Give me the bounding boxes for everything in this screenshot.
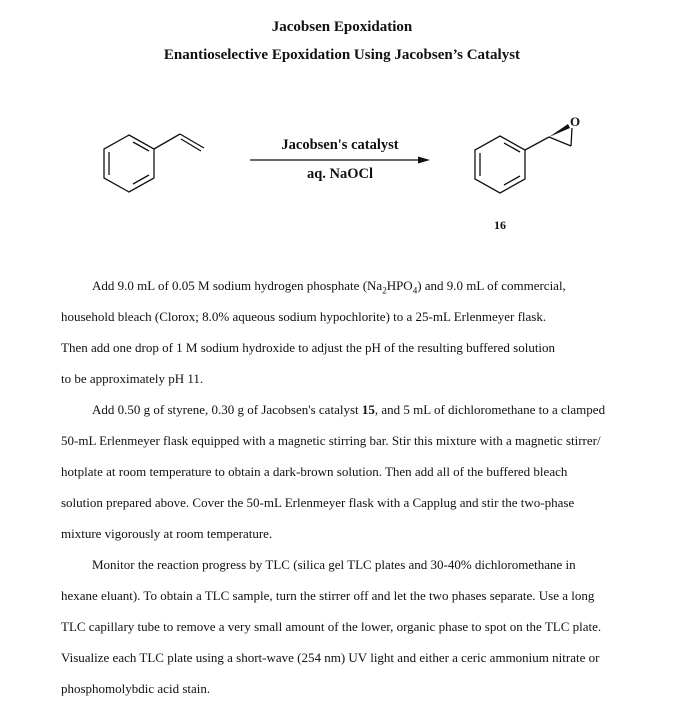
text-line: 50-mL Erlenmeyer flask equipped with a magnetic stirring bar. Stir this mixture with a magnetic stirrer/ [61,433,601,448]
epoxide-oxygen-label: O [570,114,581,129]
subscript: 2 [382,285,387,296]
paragraph-buffer [61,270,631,394]
text-line: Add 0.50 g of styrene, 0.30 g of Jacobsen's catalyst [92,402,362,417]
text-line: Visualize each TLC plate using a short-wave (254 nm) UV light and either a ceric ammonium nitrate or [61,650,600,665]
reagent-catalyst: Jacobsen's catalyst [281,137,399,153]
page-subtitle: Enantioselective Epoxidation Using Jacobsen’s Catalyst [163,47,521,63]
text-line: mixture vigorously at room temperature. [61,526,273,541]
paragraph-tlc [61,549,631,704]
text-line: Then add one drop of 1 M sodium hydroxide to adjust the pH of the resulting buffered solution [61,340,556,355]
text-line: hotplate at room temperature to obtain a dark-brown solution. Then add all of the buffered bleach [61,464,568,479]
paragraph-reaction [61,394,631,549]
text-line: TLC capillary tube to remove a very small amount of the lower, organic phase to spot on the TLC plate. [61,619,602,634]
catalyst-number: 15 [361,402,375,417]
subscript: 4 [412,285,418,296]
product-number: 16 [494,218,506,232]
reagent-oxidant: aq. NaOCl [306,166,374,182]
text-line: ) and 9.0 mL of commercial, [417,278,566,293]
procedure-text [61,270,631,704]
text-line: solution prepared above. Cover the 50-mL Erlenmeyer flask with a Capplug and stir the two-phase [61,495,575,510]
text-line: , and 5 mL of dichloromethane to a clamped [374,402,606,417]
text-line: Monitor the reaction progress by TLC (silica gel TLC plates and 30-40% dichloromethane in [92,557,576,572]
text-line: household bleach (Clorox; 8.0% aqueous sodium hypochlorite) to a 25-mL Erlenmeyer flask. [61,309,547,324]
styrene-structure [104,134,204,192]
text-line: HPO [386,278,413,293]
page-title: Jacobsen Epoxidation [271,19,413,35]
reaction-scheme [0,100,684,240]
reaction-arrow [250,157,430,164]
text-line: phosphomolybdic acid stain. [61,681,211,696]
text-line: Add 9.0 mL of 0.05 M sodium hydrogen phosphate (Na [92,278,383,293]
text-line: hexane eluant). To obtain a TLC sample, turn the stirrer off and let the two phases separate. Use a long [61,588,595,603]
epoxide-structure [475,124,572,193]
text-line: to be approximately pH 11. [61,371,204,386]
